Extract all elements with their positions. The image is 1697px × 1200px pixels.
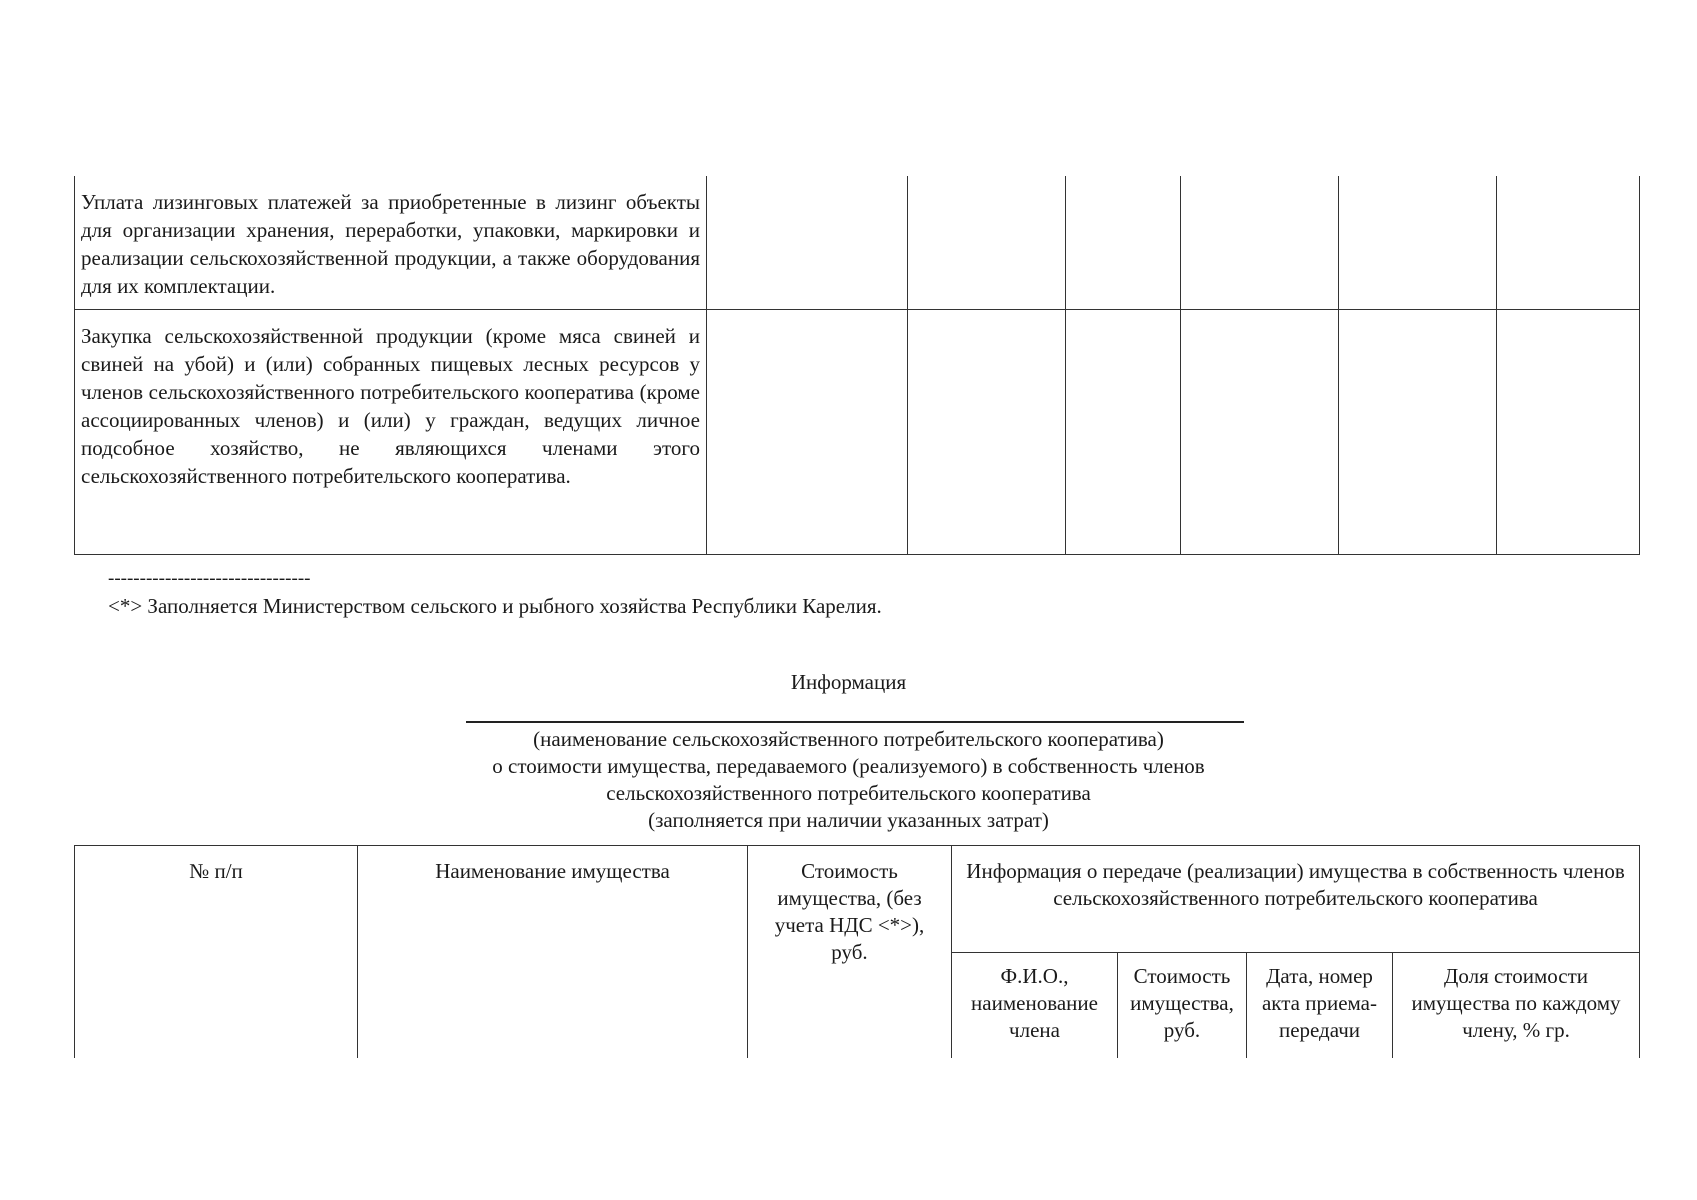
footnote-text: <*> Заполняется Министерством сельского и рыбного хозяйства Республики Карелия. <box>108 594 882 618</box>
col-header-name: Наименование имущества <box>358 846 748 1058</box>
info-title: Информация <box>790 670 907 694</box>
table-cell <box>1066 309 1181 554</box>
row-label: Уплата лизинговых платежей за приобретенные в лизинг объекты для организации хранения, переработки, упаковки, маркировки и реализации сельскохозяйственной продукции, а также оборудования для их комплектации. <box>75 176 707 309</box>
col-header-act: Дата, номер акта приема-передачи <box>1247 953 1393 1058</box>
table-cell <box>1339 176 1497 309</box>
table-cell <box>1181 176 1339 309</box>
table-cell <box>908 176 1066 309</box>
col-header-share: Доля стоимости имущества по каждому члену, % гр. <box>1393 953 1640 1058</box>
info-subtitle-line: сельскохозяйственного потребительского кооператива <box>606 781 1091 805</box>
info-subtitle-line: о стоимости имущества, передаваемого (реализуемого) в собственность членов <box>492 754 1205 778</box>
col-header-num: № п/п <box>75 846 358 1058</box>
name-underline <box>466 721 1244 723</box>
col-header-transfer-group: Информация о передаче (реализации) имущества в собственность членов сельскохозяйственного потребительского кооператива <box>952 846 1640 953</box>
table-cell <box>707 309 908 554</box>
table-header-row <box>75 846 1640 953</box>
table-cell <box>908 309 1066 554</box>
table-row <box>75 309 1640 554</box>
name-caption: (наименование сельскохозяйственного потребительского кооператива) <box>533 727 1164 751</box>
property-table <box>74 845 1640 1058</box>
info-note: (заполняется при наличии указанных затрат) <box>648 808 1049 832</box>
upper-table <box>74 176 1640 555</box>
row-label: Закупка сельскохозяйственной продукции (кроме мяса свиней и свиней на убой) и (или) собранных пищевых лесных ресурсов у членов сельскохозяйственного потребительского кооператива (кроме ассоциированных членов) и (или) у граждан, ведущих личное подсобное хозяйство, не являющихся членами этого сельскохозяйственного потребительского кооператива. <box>75 309 707 554</box>
col-header-member: Ф.И.О., наименование члена <box>952 953 1118 1058</box>
table-row <box>75 176 1640 309</box>
footnote-separator: -------------------------------- <box>108 568 311 589</box>
table-cell <box>1066 176 1181 309</box>
table-cell <box>1497 176 1640 309</box>
table-cell <box>1497 309 1640 554</box>
table-cell <box>1339 309 1497 554</box>
col-header-cost: Стоимость имущества, (без учета НДС <*>), руб. <box>748 846 952 1058</box>
table-cell <box>1181 309 1339 554</box>
col-header-member-cost: Стоимость имущества, руб. <box>1118 953 1247 1058</box>
table-cell <box>707 176 908 309</box>
